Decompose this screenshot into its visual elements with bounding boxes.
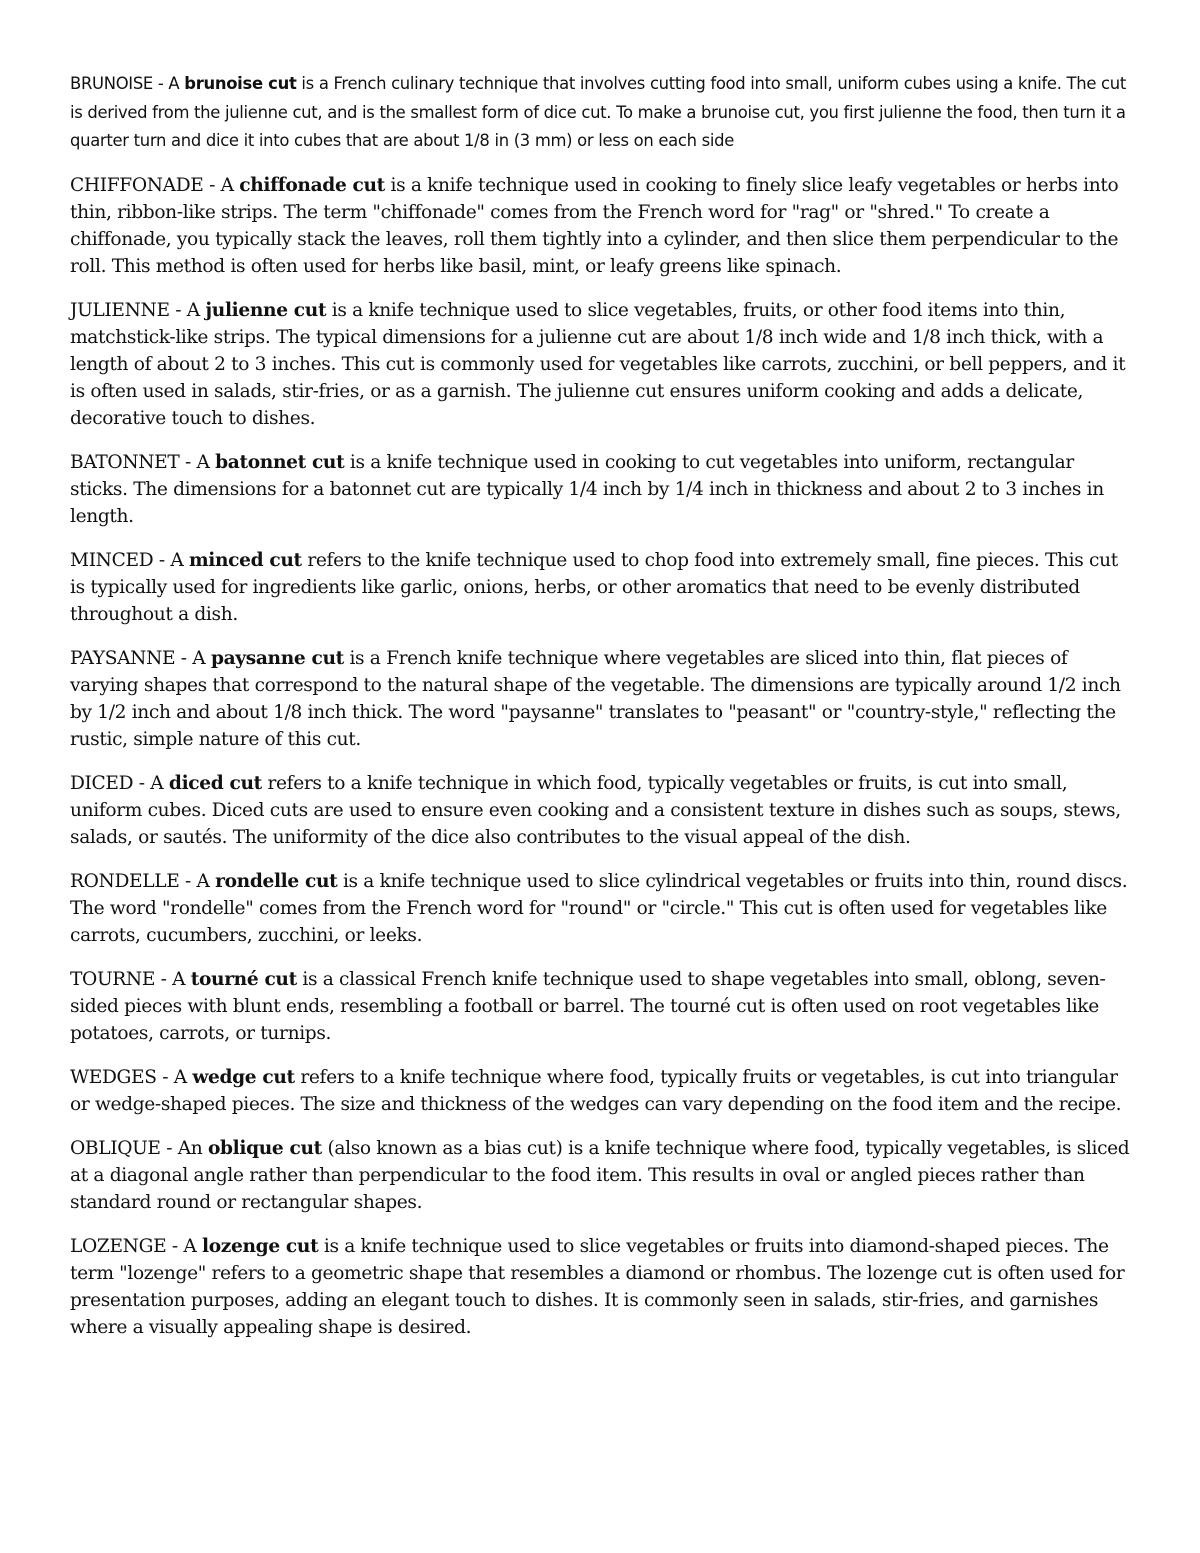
entry-heading: OBLIQUE [70,1137,161,1159]
entry-heading: RONDELLE [70,870,180,892]
entry-body: is a knife technique used in cooking to finely slice leafy vegetables or herbs into thin, ribbon-like strips. The term "chiffonade" comes from the French word for "rag" or "shred." To create a chiffonade, you typically stack the leaves, roll them tightly into a cylinder, and then slice them perpendicular to the roll. This method is often used for herbs like basil, mint, or leafy greens like spinach. [70,174,1119,277]
document-page [70,70,1135,1358]
entry-rondelle [70,868,1135,949]
entry-prefix: - A [179,451,216,473]
entry-term: chiffonade cut [239,174,385,196]
entry-body: is a knife technique used to slice cylindrical vegetables or fruits into thin, round discs. The word "rondelle" comes from the French word for "round" or "circle." This cut is often used for vegetables like carrots, cucumbers, zucchini, or leeks. [70,870,1128,946]
entry-paysanne [70,645,1135,753]
entry-heading: MINCED [70,549,154,571]
entry-heading: LOZENGE [70,1235,167,1257]
entry-heading: WEDGES [70,1066,157,1088]
entry-julienne [70,297,1135,432]
entry-oblique [70,1135,1135,1216]
entry-heading: DICED [70,772,134,794]
entry-heading: JULIENNE [70,299,170,321]
entry-heading: CHIFFONADE [70,174,204,196]
entry-body: refers to a knife technique where food, typically fruits or vegetables, is cut into triangular or wedge-shaped pieces. The size and thickness of the wedges can vary depending on the food item and the recipe. [70,1066,1122,1115]
entry-body: is a classical French knife technique used to shape vegetables into small, oblong, seven-sided pieces with blunt ends, resembling a football or barrel. The tourné cut is often used on root vegetables like potatoes, carrots, or turnips. [70,968,1106,1044]
entry-body: is a French knife technique where vegetables are sliced into thin, flat pieces of varying shapes that correspond to the natural shape of the vegetable. The dimensions are typically around 1/2 inch by 1/2 inch and about 1/8 inch thick. The word "paysanne" translates to "peasant" or "country-style," reflecting the rustic, simple nature of this cut. [70,647,1121,750]
entry-body: refers to the knife technique used to chop food into extremely small, fine pieces. This cut is typically used for ingredients like garlic, onions, herbs, or other aromatics that need to be evenly distributed throughout a dish. [70,549,1118,625]
entry-batonnet [70,449,1135,530]
entry-prefix: - A [166,1235,203,1257]
entry-prefix: - A [156,1066,193,1088]
entry-prefix: - A [179,870,216,892]
entry-term: rondelle cut [215,870,338,892]
entry-term: brunoise cut [184,74,297,93]
entry-tourne [70,966,1135,1047]
entry-heading: BATONNET [70,451,180,473]
entry-term: julienne cut [205,299,327,321]
entry-term: minced cut [188,549,302,571]
entry-body: is a knife technique used to slice vegetables, fruits, or other food items into thin, matchstick-like strips. The typical dimensions for a julienne cut are about 1/8 inch wide and 1/8 inch thick, with a length of about 2 to 3 inches. This cut is commonly used for vegetables like carrots, zucchini, or bell peppers, and it is often used in salads, stir-fries, or as a garnish. The julienne cut ensures uniform cooking and adds a delicate, decorative touch to dishes. [70,299,1126,429]
entry-heading: PAYSANNE [70,647,176,669]
entry-term: lozenge cut [202,1235,319,1257]
entry-body: (also known as a bias cut) is a knife technique where food, typically vegetables, is sliced at a diagonal angle rather than perpendicular to the food item. This results in oval or angled pieces rather than standard round or rectangular shapes. [70,1137,1130,1213]
entry-term: diced cut [168,772,262,794]
entry-heading: TOURNE [70,968,156,990]
entry-term: batonnet cut [215,451,345,473]
entry-prefix: - A [175,647,211,669]
entry-prefix: - A [153,549,189,571]
entry-lozenge [70,1233,1135,1341]
entry-term: tourné cut [190,968,297,990]
entry-body: is a French culinary technique that involves cutting food into small, uniform cubes using a knife. The cut is derived from the julienne cut, and is the smallest form of dice cut. To make a brunoise cut, you first julienne the food, then turn it a quarter turn and dice it into cubes that are about 1/8 in (3 mm) or less on each side [70,74,1126,150]
entry-prefix: - A [153,74,185,93]
entry-body: is a knife technique used to slice vegetables or fruits into diamond-shaped pieces. The term "lozenge" refers to a geometric shape that resembles a diamond or rhombus. The lozenge cut is often used for presentation purposes, adding an elegant touch to dishes. It is commonly seen in salads, stir-fries, and garnishes where a visually appealing shape is desired. [70,1235,1125,1338]
entry-chiffonade [70,172,1135,280]
entry-term: oblique cut [207,1137,322,1159]
entry-minced [70,547,1135,628]
entry-diced [70,770,1135,851]
entry-prefix: - An [160,1137,208,1159]
entry-prefix: - A [169,299,206,321]
entry-prefix: - A [203,174,240,196]
entry-term: paysanne cut [210,647,344,669]
entry-brunoise [70,70,1135,156]
entry-body: is a knife technique used in cooking to cut vegetables into uniform, rectangular sticks. The dimensions for a batonnet cut are typically 1/4 inch by 1/4 inch in thickness and about 2 to 3 inches in length. [70,451,1104,527]
entry-prefix: - A [133,772,169,794]
entry-wedges [70,1064,1135,1118]
entry-prefix: - A [155,968,191,990]
entry-body: refers to a knife technique in which food, typically vegetables or fruits, is cut into small, uniform cubes. Diced cuts are used to ensure even cooking and a consistent texture in dishes such as soups, stews, salads, or sautés. The uniformity of the dice also contributes to the visual appeal of the dish. [70,772,1121,848]
entry-heading: BRUNOISE [70,74,153,93]
entry-term: wedge cut [192,1066,295,1088]
